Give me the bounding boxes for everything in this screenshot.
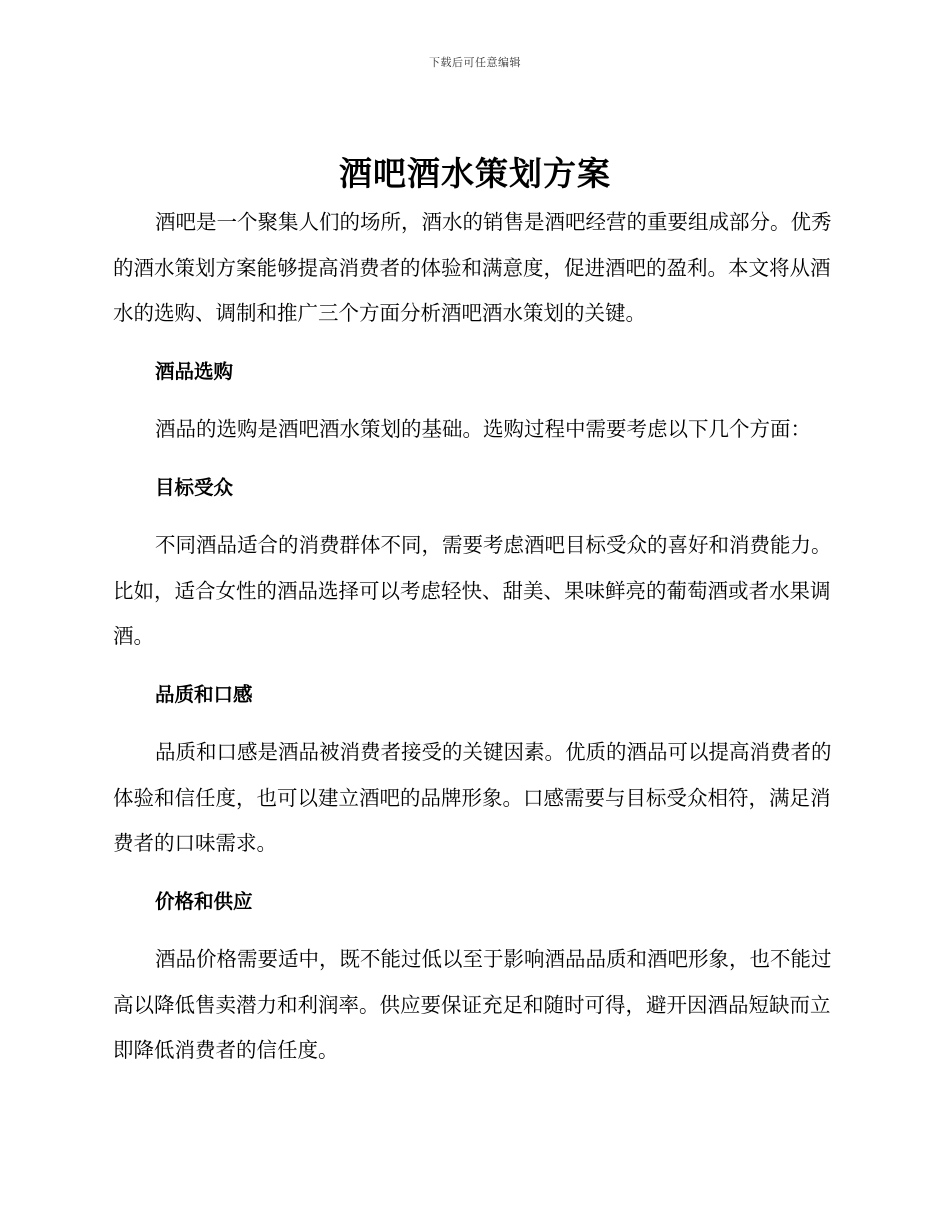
section-heading: 酒品选购 bbox=[155, 359, 234, 383]
section-paragraph: 品质和口感是酒品被消费者接受的关键因素。优质的酒品可以提高消费者的体验和信任度，也可以建立酒吧的品牌形象。口感需要与目标受众相符，满足消费者的口味需求。 bbox=[113, 740, 832, 855]
section-heading: 目标受众 bbox=[155, 475, 234, 499]
section-paragraph: 酒品的选购是酒吧酒水策划的基础。选购过程中需要考虑以下几个方面： bbox=[155, 417, 811, 441]
document-body bbox=[113, 200, 835, 1074]
intro-paragraph: 酒吧是一个聚集人们的场所，酒水的销售是酒吧经营的重要组成部分。优秀的酒水策划方案能够提高消费者的体验和满意度，促进酒吧的盈利。本文将从酒水的选购、调制和推广三个方面分析酒吧酒水策划的关键。 bbox=[113, 210, 832, 325]
section-heading: 价格和供应 bbox=[155, 889, 253, 913]
section-heading: 品质和口感 bbox=[155, 682, 253, 706]
document-title: 酒吧酒水策划方案 bbox=[339, 154, 611, 193]
page-header-note: 下载后可任意编辑 bbox=[429, 56, 521, 69]
section-paragraph: 酒品价格需要适中，既不能过低以至于影响酒品品质和酒吧形象，也不能过高以降低售卖潜力和利润率。供应要保证充足和随时可得，避开因酒品短缺而立即降低消费者的信任度。 bbox=[113, 947, 832, 1062]
section-paragraph: 不同酒品适合的消费群体不同，需要考虑酒吧目标受众的喜好和消费能力。比如，适合女性的酒品选择可以考虑轻快、甜美、果味鲜亮的葡萄酒或者水果调酒。 bbox=[113, 533, 832, 648]
